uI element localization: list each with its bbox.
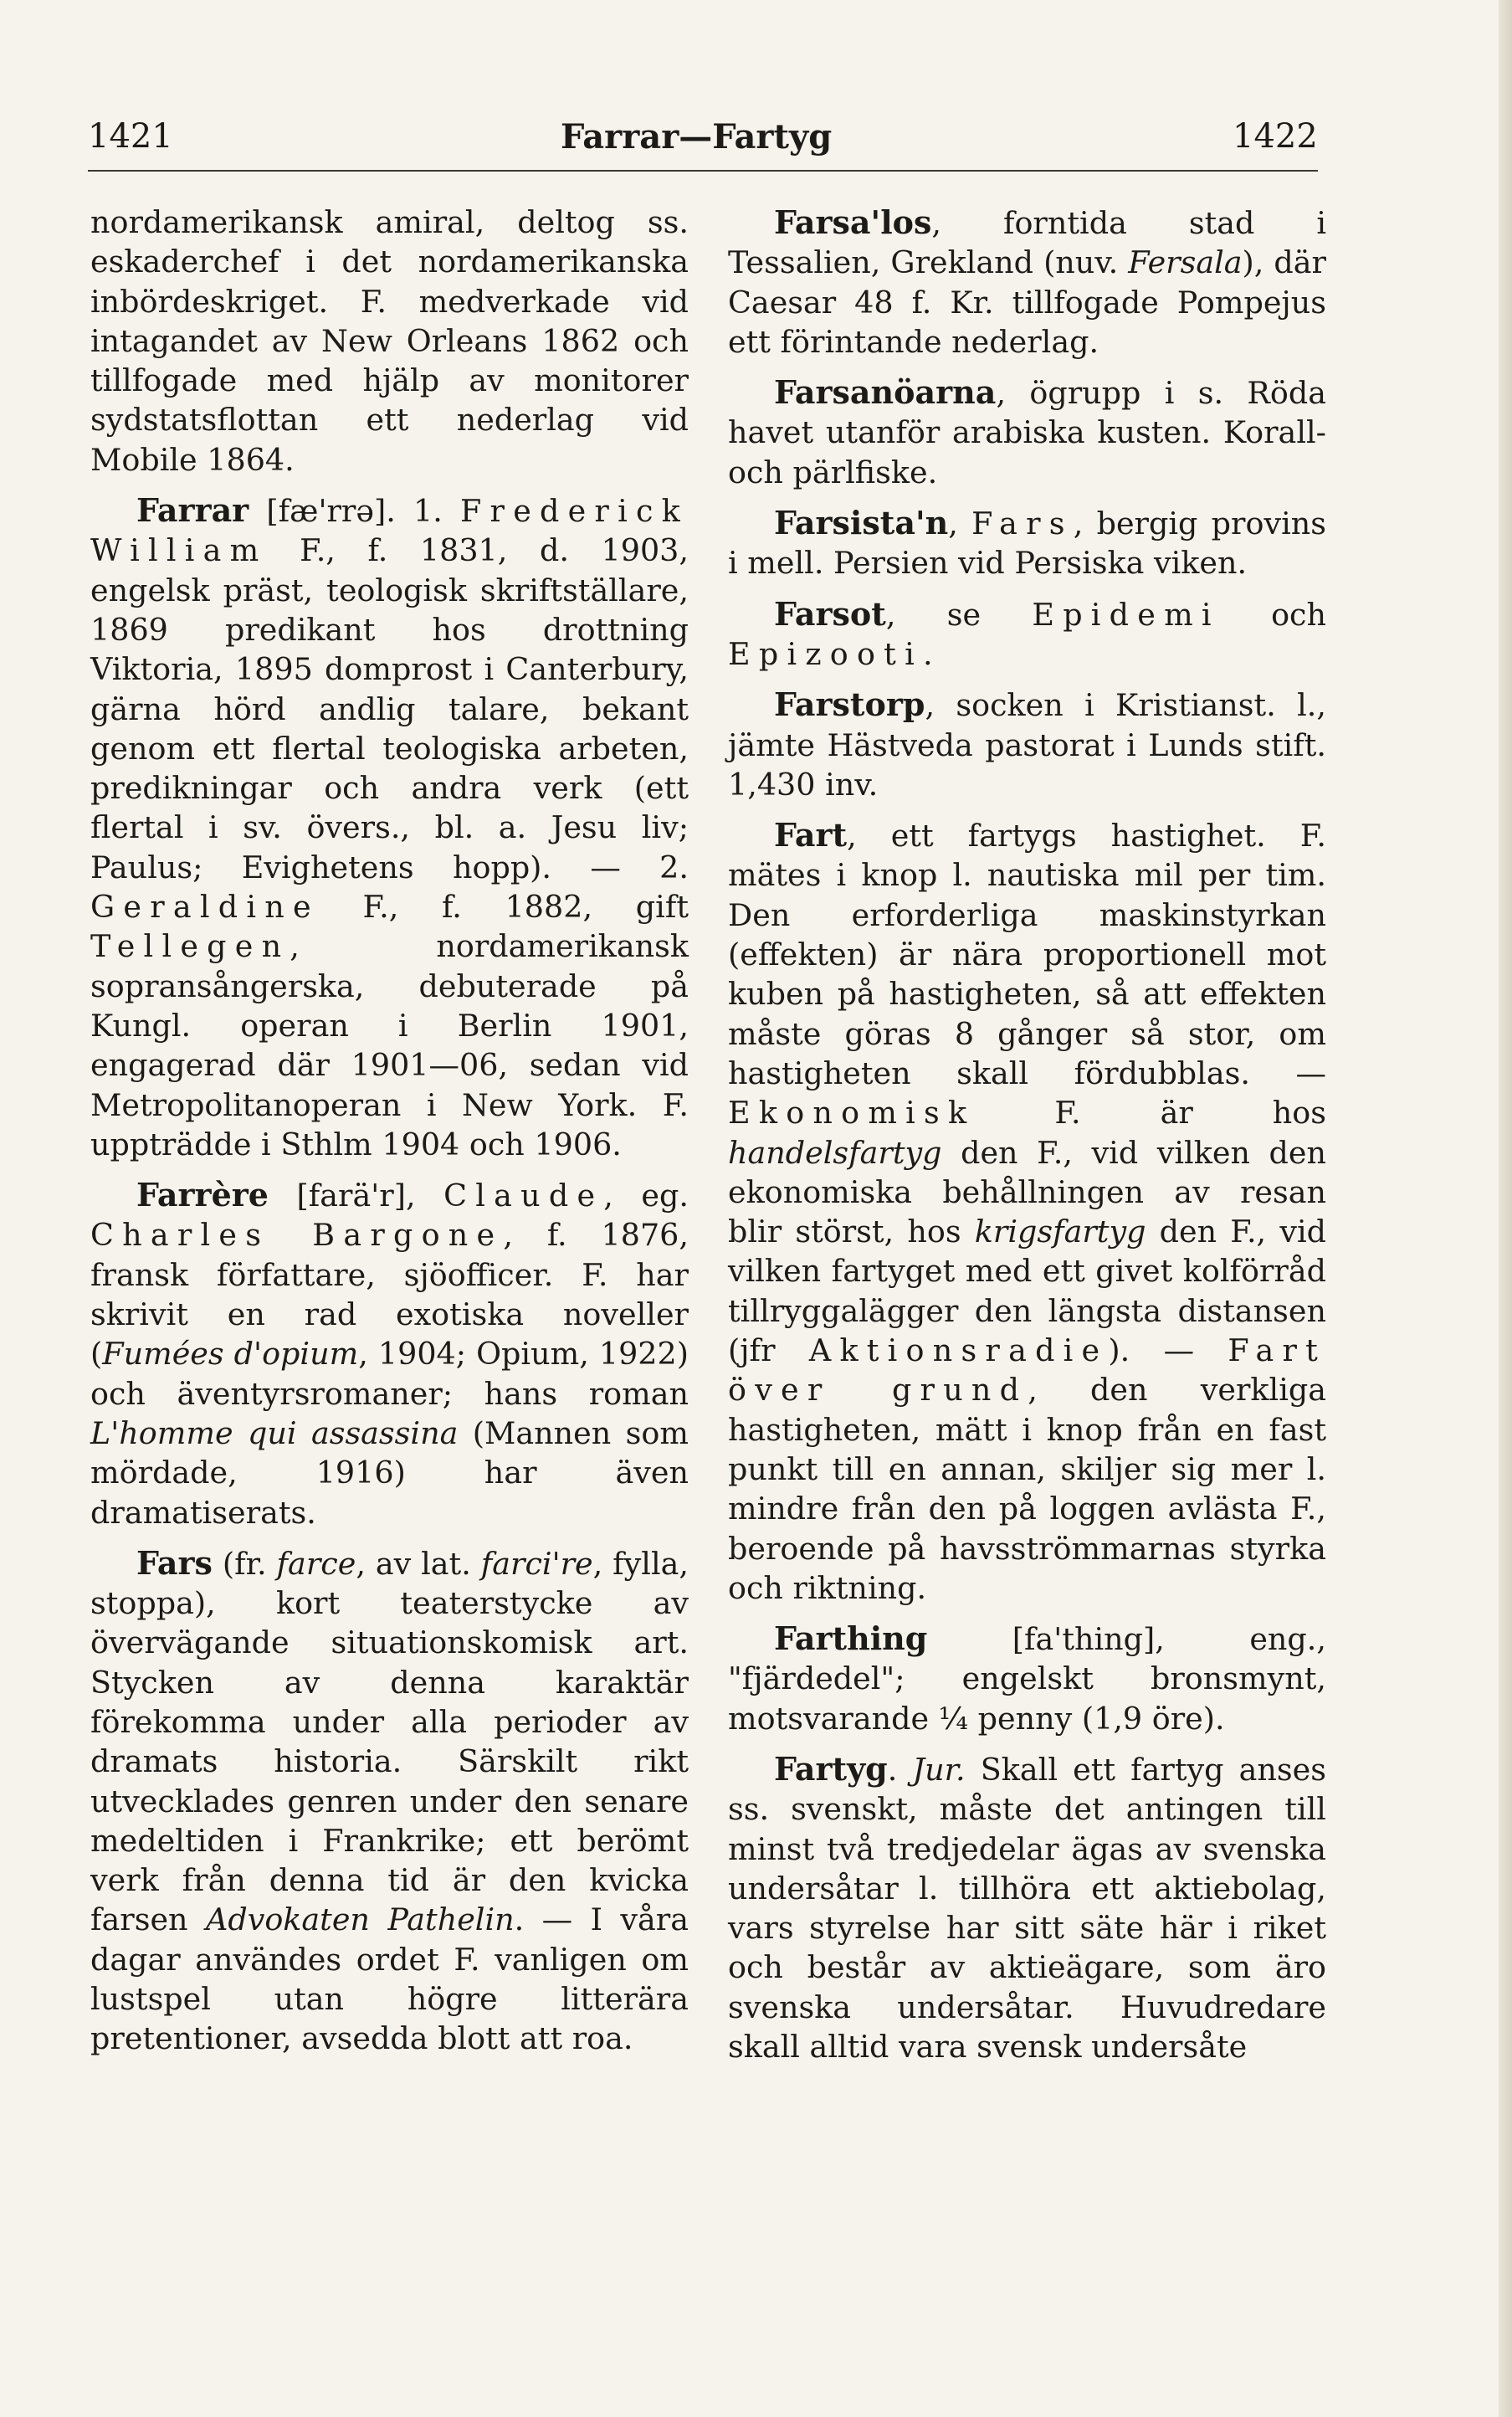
- entry-text: , se: [885, 596, 1033, 633]
- entry-text: , forntida stad i Tessalien, Grekland (nuv.: [728, 205, 1326, 281]
- entry-text: ). —: [1108, 1332, 1228, 1369]
- entry-text: F., f. 1831, d. 1903, engelsk präst, teologisk skriftställare, 1869 predikant hos drottning Viktoria, 1895 domprost i Canterbury, gärna hörd andlig talare, bekant genom ett flertal teologiska arbeten, predikningar och andra verk (ett flertal i sv. övers., bl. a. Jesu liv; Paulus; Evighetens hopp). — 2.: [90, 532, 689, 885]
- italic-title: Advokaten Pathelin: [205, 1901, 515, 1938]
- entry-text: ,: [948, 505, 972, 542]
- entry-text: [fæ'rrə]. 1.: [249, 493, 460, 530]
- entry-farsanoarna: [728, 372, 1326, 492]
- headword: Farsa'los: [774, 203, 932, 241]
- headword: Farsista'n: [774, 504, 949, 542]
- cross-reference: Epizooti: [728, 635, 923, 672]
- entry-text: ), där Caesar 48 f. Kr. tillfogade Pompejus ett förintande nederlag.: [728, 244, 1326, 360]
- italic-term: farci're: [480, 1545, 593, 1582]
- entry-continuation: [90, 203, 689, 480]
- header-rule: [88, 170, 1318, 172]
- entry-text: , socken i Kristianst. l., jämte Hästveda pastorat i Lunds stift. 1,430 inv.: [728, 687, 1326, 803]
- entry-text: , eg.: [603, 1178, 689, 1214]
- italic-term: Jur.: [912, 1751, 966, 1788]
- entry-text: (Mannen som mördade, 1916) har även dramatiserats.: [90, 1414, 689, 1531]
- entry-text: [farä'r],: [268, 1178, 444, 1214]
- entry-farstorp: [728, 685, 1326, 804]
- spaced-term: Fart över grund: [728, 1332, 1327, 1409]
- italic-term: handelsfartyg: [728, 1134, 942, 1171]
- italic-term: krigsfartyg: [974, 1214, 1146, 1250]
- entry-fart: [728, 815, 1326, 1608]
- spaced-name: Claude: [443, 1178, 604, 1214]
- italic-term: farce: [276, 1545, 356, 1582]
- headword: Fars: [136, 1543, 213, 1582]
- entry-text: . — I våra dagar användes ordet F. vanligen om lustspel utan högre litterära pretentioner, avsedda blott att roa.: [90, 1901, 689, 2057]
- entry-farsalos: [728, 203, 1326, 362]
- headword: Farthing: [774, 1619, 928, 1658]
- headword: Farrar: [136, 491, 249, 530]
- entry-text: F., f. 1882, gift: [319, 889, 689, 926]
- entry-text: den F., vid vilken den ekonomiska behållningen av resan blir störst, hos: [728, 1134, 1326, 1250]
- entry-text: och: [1219, 596, 1327, 633]
- entry-text: Skall ett fartyg anses ss. svenskt, måste det antingen till minst två tredjedelar ägas av svenska undersåtar l. tillhöra ett aktiebolag, vars styrelse har sitt säte här i riket och består av aktieägare, som äro svenska undersåtar. Huvudredare skall alltid vara svensk undersåte: [728, 1751, 1326, 2065]
- entry-text: penny (1,9 öre).: [968, 1700, 1225, 1737]
- entry-text: , bergig provins i mell. Persien vid Persiska viken.: [728, 505, 1326, 582]
- right-column: [728, 203, 1326, 2077]
- page-number-right: 1422: [1233, 117, 1318, 156]
- entry-text: nordamerikansk amiral, deltog ss. eskaderchef i det nordamerikanska inbördeskriget. F. medverkade vid intagandet av New Orleans 1862 och tillfogade med hjälp av monitorer sydstatsflottan ett nederlag vid Mobile 1864.: [90, 204, 689, 478]
- entry-fartyg: [728, 1749, 1326, 2066]
- headword: Farrère: [136, 1176, 269, 1214]
- entry-text: , av lat.: [356, 1545, 481, 1582]
- entry-text: , den verkliga hastigheten, mätt i knop från en fast punkt till en annan, skiljer sig mer l. mindre från den på loggen avlästa F., beroende på havsströmmarnas styrka och riktning.: [728, 1372, 1326, 1606]
- spaced-name: Frederick William: [90, 493, 689, 569]
- fraction: ¼: [938, 1700, 969, 1737]
- entry-farrar: [90, 490, 689, 1164]
- page-header: [88, 117, 1318, 167]
- entry-text: , nordamerikansk sopransångerska, debuterade på Kungl. operan i Berlin 1901, engagerad där 1901—06, sedan vid Metropolitanoperan i New York. F. uppträdde i Sthlm 1904 och 1906.: [90, 928, 689, 1162]
- entry-text: , ögrupp i s. Röda havet utanför arabiska kusten. Korall- och pärlfiske.: [728, 375, 1326, 490]
- headword: Fart: [774, 816, 848, 854]
- spaced-name: Charles Bargone: [90, 1217, 504, 1254]
- page-edge: [1499, 0, 1512, 2417]
- entry-fars: [90, 1543, 689, 2059]
- entry-text: .: [922, 635, 933, 672]
- left-column: [90, 203, 689, 2070]
- entry-text: , 1904; Opium, 1922) och äventyrsromaner; hans roman: [90, 1336, 689, 1412]
- entry-text: [fa'thing], eng., "fjärdedel"; engelskt bronsmynt, motsvarande: [728, 1621, 1326, 1737]
- entry-text: den F., vid vilken fartyget med ett givet kolförråd tillryggalägger den längsta distansen (jfr: [728, 1214, 1326, 1369]
- italic-title: Fumées d'opium: [102, 1336, 359, 1373]
- headword: Farstorp: [774, 685, 925, 724]
- entry-farrere: [90, 1175, 689, 1532]
- entry-text: .: [887, 1751, 913, 1788]
- headword: Fartyg: [774, 1749, 888, 1788]
- italic-term: Fersala: [1128, 244, 1243, 281]
- entry-farsistan: [728, 503, 1326, 583]
- entry-farthing: [728, 1619, 1326, 1738]
- page-number-left: 1421: [88, 117, 173, 156]
- entry-text: F. är hos: [975, 1095, 1326, 1132]
- headword: Farsot: [774, 594, 886, 633]
- spaced-term: Ekonomisk: [728, 1095, 976, 1132]
- entry-text: , fylla, stoppa), kort teaterstycke av övervägande situationskomisk art. Stycken av denna karaktär förekomma under alla perioder av dramats historia. Särskilt rikt utvecklades genren under den senare medeltiden i Frankrike; ett berömt verk från denna tid är den kvicka farsen: [90, 1545, 689, 1938]
- entry-farsot: [728, 594, 1326, 675]
- entry-text: , ett fartygs hastighet. F. mätes i knop l. nautiska mil per tim. Den erforderliga maskinstyrkan (effekten) är nära proportionell mot kuben på hastigheten, så att effekten måste göras 8 gånger så stor, om hastigheten skall fördubblas. —: [728, 818, 1326, 1091]
- spaced-name: Tellegen: [90, 928, 290, 965]
- headword: Farsanöarna: [774, 373, 997, 412]
- entry-text: , f. 1876, fransk författare, sjöofficer. F. har skrivit en rad exotiska noveller (: [90, 1217, 689, 1373]
- cross-reference: Aktionsradie: [808, 1332, 1109, 1369]
- spaced-name: Geraldine: [90, 889, 320, 926]
- entry-text: (fr.: [212, 1545, 277, 1582]
- cross-reference: Epidemi: [1032, 596, 1220, 633]
- italic-title: L'homme qui assassina: [90, 1414, 459, 1451]
- running-title: Farrar—Fartyg: [561, 117, 833, 157]
- spaced-name: Fars: [971, 505, 1074, 542]
